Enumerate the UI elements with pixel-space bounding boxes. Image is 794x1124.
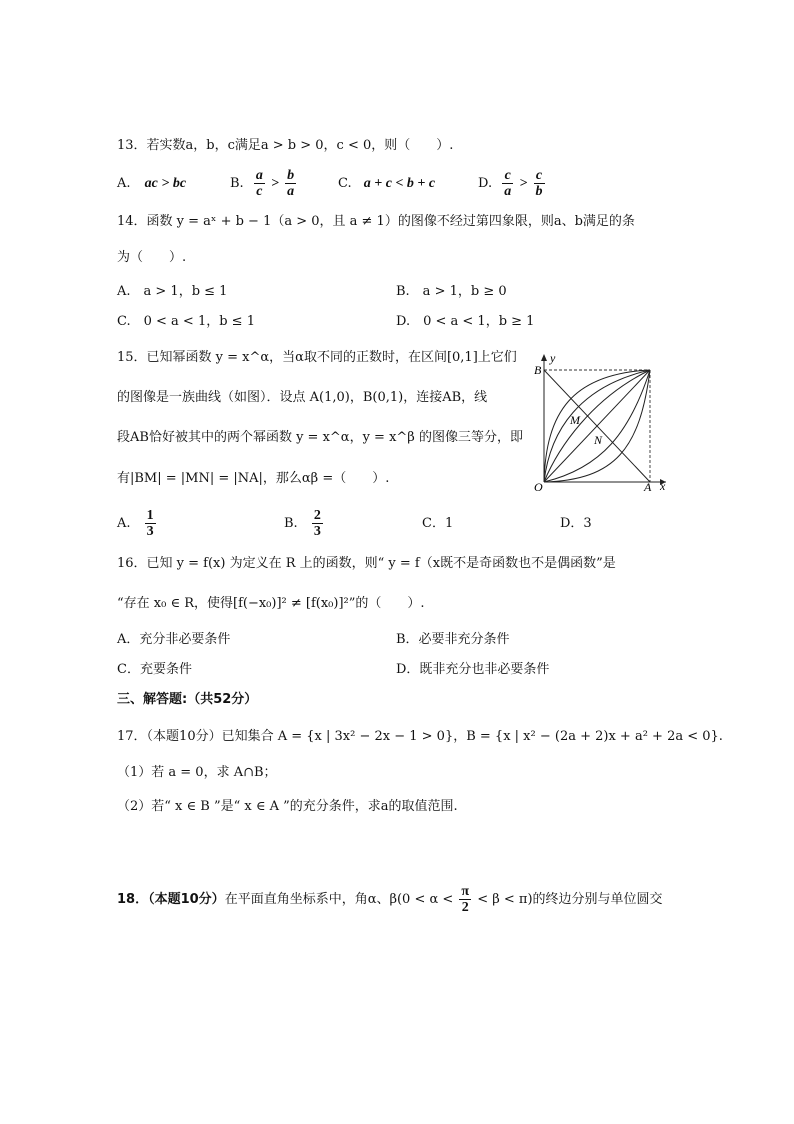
point-a-label: A bbox=[644, 480, 652, 492]
q18-line1 bbox=[117, 880, 663, 920]
q16-option-b: B．必要非充分条件 bbox=[396, 632, 510, 647]
q14-option-d: D. 0 < a < 1，b ≥ 1 bbox=[396, 314, 535, 329]
q14-stem-line2: 为（ ）. bbox=[117, 250, 187, 265]
q13-stem: 13．若实数a，b，c满足a > b > 0，c < 0，则（ ）. bbox=[117, 138, 454, 153]
q16-line2: “存在 x₀ ∈ R，使得[f(−x₀)]² ≠ [f(x₀)]²”的（ ）. bbox=[117, 596, 425, 611]
q18-text-pre: 在平面直角坐标系中，角α、β(0 < α < bbox=[224, 892, 458, 907]
q18-head: 18．（本题10分） bbox=[117, 892, 225, 907]
q16-line1: 16．已知 y = f(x) 为定义在 R 上的函数，则“ y = f（x既不是奇函数也不是偶函数”是 bbox=[117, 556, 616, 571]
y-axis-label: y bbox=[550, 352, 556, 365]
point-b-label: B bbox=[534, 363, 542, 377]
q15-line4: 有|BM| = |MN| = |NA|，那么αβ =（ ）. bbox=[117, 471, 390, 486]
q18-text-post: < β < π)的终边分别与单位圆交 bbox=[473, 892, 663, 907]
q13-option-c: C. a + c < b + c bbox=[338, 176, 436, 191]
q13-d-left-frac: $\frac{c}{a}$ bbox=[504, 168, 512, 199]
q15-line2: 的图像是一族曲线（如图）．设点 A(1,0)，B(0,1)，连接AB，线 bbox=[117, 390, 488, 405]
q14-option-a: A. a > 1，b ≤ 1 bbox=[117, 284, 228, 299]
q17-part2: （2）若“ x ∈ B ”是“ x ∈ A ”的充分条件，求a的取值范围. bbox=[117, 799, 458, 814]
q15-option-c: C．1 bbox=[422, 516, 454, 531]
q17-part1: （1）若 a = 0，求 A∩B； bbox=[117, 765, 277, 780]
point-n-label: N bbox=[594, 433, 603, 447]
q18-pi-frac: $\frac{\pi}{2}$ bbox=[461, 884, 470, 915]
q15-option-a: A. $\frac{1}{3}$ bbox=[117, 508, 154, 539]
q13-b-left-frac: $\frac{a}{c}$ bbox=[255, 168, 263, 199]
q13-option-b: B. $\frac{a}{c}$ > $\frac{b}{a}$ bbox=[230, 168, 295, 199]
q15-line1: 15．已知幂函数 y = x^α，当α取不同的正数时，在区间[0,1]上它们 bbox=[117, 350, 517, 365]
q14-option-c: C. 0 < a < 1，b ≤ 1 bbox=[117, 314, 255, 329]
y-axis-arrow bbox=[541, 354, 547, 361]
power-function-figure bbox=[532, 352, 670, 492]
q15-b-frac: $\frac{2}{3}$ bbox=[313, 508, 321, 539]
q13-d-right-frac: $\frac{c}{b}$ bbox=[535, 168, 543, 199]
q16-option-a: A．充分非必要条件 bbox=[117, 632, 231, 647]
q15-option-b: B. $\frac{2}{3}$ bbox=[284, 508, 321, 539]
q15-option-d: D．3 bbox=[560, 516, 592, 531]
q13-b-right-frac: $\frac{b}{a}$ bbox=[287, 168, 295, 199]
origin-label: O bbox=[534, 480, 543, 492]
x-axis-label: x bbox=[660, 479, 666, 492]
section-3-title: 三、解答题:（共52分） bbox=[117, 692, 258, 707]
q17-line1: 17．（本题10分）已知集合 A = {x | 3x² − 2x − 1 > 0}，B = {x | x² − (2a + 2)x + a² + 2a < 0}. bbox=[117, 729, 723, 744]
q15-a-frac: $\frac{1}{3}$ bbox=[146, 508, 154, 539]
q16-option-d: D．既非充分也非必要条件 bbox=[396, 662, 550, 677]
q14-stem-line1: 14．函数 y = aˣ + b − 1（a > 0，且 a ≠ 1）的图像不经过第四象限，则a、b满足的条 bbox=[117, 214, 635, 229]
q13-option-a: A. ac > bc bbox=[117, 176, 187, 191]
q15-line3: 段AB恰好被其中的两个幂函数 y = x^α，y = x^β 的图像三等分，即 bbox=[117, 430, 523, 445]
point-m-label: M bbox=[570, 413, 580, 427]
q14-option-b: B. a > 1，b ≥ 0 bbox=[396, 284, 507, 299]
q13-option-d: D. $\frac{c}{a}$ > $\frac{c}{b}$ bbox=[478, 168, 543, 199]
q16-option-c: C．充要条件 bbox=[117, 662, 192, 677]
